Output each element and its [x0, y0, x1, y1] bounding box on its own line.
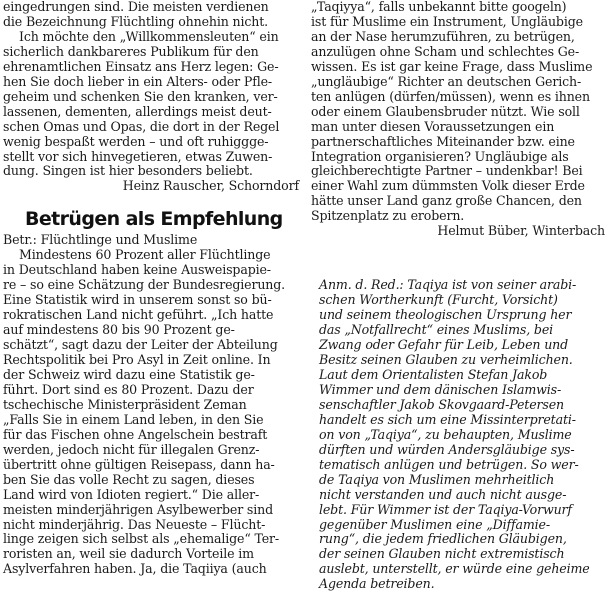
- text-line: ten anlügen (dürfen/müssen), wenn es ihnen: [311, 88, 590, 104]
- text-line: Besitz seinen Glauben zu verheimlichen.: [319, 352, 573, 368]
- text-line: Wimmer und dem dänischen Islamwis-: [319, 381, 562, 397]
- text-line: Ich möchte den „Willkommensleuten“ ein: [19, 28, 279, 44]
- text-line: oder einem Glaubensbruder nützt. Wie soll: [311, 103, 580, 119]
- text-line: lassenen, dementen, allerdings meist deut-: [3, 103, 272, 119]
- text-line: gegenüber Muslimen eine „Diffamie-: [319, 516, 550, 532]
- text-line: rung“, die jedem friedlichen Gläubigen,: [319, 531, 567, 547]
- text-line: Eine Statistik wird in unserem sonst so bü-: [3, 292, 272, 308]
- text-line: wissen. Es ist gar keine Frage, dass Muslime: [311, 58, 593, 74]
- text-line: werden, jedoch nicht für illegalen Grenz-: [3, 441, 260, 457]
- text-line: meisten minderjährigen Asylbewerber sind: [3, 501, 273, 517]
- letter-two-body: [3, 248, 299, 577]
- text-line: partnerschaftliches Miteinander bzw. eine: [311, 133, 575, 149]
- text-line: eingedrungen sind. Die meisten verdienen: [3, 0, 269, 14]
- text-line: dürften und würden Andersgläubige sys-: [319, 441, 575, 457]
- text-line: das „Notfallrecht“ eines Muslims, bei: [319, 322, 554, 338]
- text-line: de Taqiya von Muslimen mehrheitlich: [319, 471, 555, 487]
- text-line: geheim und schenken Sie den kranken, ver-: [3, 88, 278, 104]
- text-line: ist für Muslime ein Instrument, Ungläubige: [311, 13, 583, 29]
- text-line: der Schweiz wird dazu eine Statistik ge-: [3, 366, 255, 382]
- text-line: ehrenamtlichen Einsatz ans Herz legen: Ge-: [3, 58, 279, 74]
- text-line: rokratischen Land nicht geführt. „Ich hatte: [3, 307, 274, 323]
- text-line: re – so eine Schätzung der Bundesregierung.: [3, 277, 286, 293]
- text-line: Zwang oder Gefahr für Leib, Leben und: [319, 337, 569, 353]
- text-line: für das Fischen ohne Angelschein bestraft: [3, 426, 268, 442]
- text-line: Land wird von Idioten regiert.“ Die aller-: [3, 486, 260, 502]
- text-line: auslebt, unterstellt, er würde eine geheime: [319, 561, 590, 577]
- text-line: lebt. Für Wimmer ist der Taqiya-Vorwurf: [319, 501, 572, 517]
- text-line: die Bezeichnung Flüchtling ohnehin nicht.: [3, 13, 268, 29]
- letter-headline: Betrügen als Empfehlung: [25, 208, 283, 231]
- text-line: anzulügen ohne Scham und schlechtes Ge-: [311, 43, 580, 59]
- text-line: der seinen Glauben nicht extremistisch: [319, 546, 565, 562]
- text-line: linge zeigen sich selbst als „ehemalige“ Ter-: [3, 531, 280, 547]
- text-line: „Falls Sie in einem Land leben, in den Sie: [3, 411, 264, 427]
- text-line: schen Wortherkunft (Furcht, Vorsicht): [319, 292, 558, 308]
- text-line: schen Omas und Opas, die dort in der Regel: [3, 118, 280, 134]
- text-line: hätte unser Land ganz große Chancen, den: [311, 193, 582, 209]
- text-line: auf mindestens 80 bis 90 Prozent ge-: [3, 322, 235, 338]
- text-line: führt. Dort sind es 80 Prozent. Dazu der: [3, 381, 254, 397]
- text-line: in Deutschland haben keine Ausweispapie-: [3, 262, 271, 278]
- text-line: und seinem theologischen Ursprung her: [319, 307, 572, 323]
- text-line: Rechtspolitik bei Pro Asyl in Zeit online. In: [3, 352, 271, 368]
- text-line: senschaftler Jakob Skovgaard-Petersen: [319, 396, 564, 412]
- text-line: Anm. d. Red.: Taqiya ist von seiner arabi-: [319, 277, 577, 293]
- text-line: roristen an, weil sie dadurch Vorteile im: [3, 546, 254, 562]
- text-line: man unter diesen Voraussetzungen ein: [311, 118, 555, 134]
- text-line: nicht verstanden und auch nicht ausge-: [319, 486, 567, 502]
- text-line: nicht minderjährig. Das Neueste – Flücht-: [3, 516, 266, 532]
- text-line: hen Sie doch lieber in ein Alters- oder Pfle-: [3, 73, 273, 89]
- text-line: an der Nase herumzuführen, zu betrügen,: [311, 28, 575, 44]
- text-line: stellt vor sich hinvegetieren, etwas Zuwen-: [3, 148, 273, 164]
- text-line: übertritt ohne gültigen Reisepass, dann ha-: [3, 456, 275, 472]
- text-line: sicherlich dankbareres Publikum für den: [3, 43, 259, 59]
- letter-two-signature: Helmut Büber, Winterbach: [437, 223, 605, 239]
- text-line: „Taqiyya“, falls unbekannt bitte googeln): [311, 0, 567, 14]
- letter-one-signature: Heinz Rauscher, Schorndorf: [122, 178, 299, 194]
- text-line: Laut dem Orientalisten Stefan Jakob: [319, 366, 548, 382]
- text-line: on von „Taqiya“, zu behaupten, Muslime: [319, 426, 572, 442]
- letter-one-ending: [3, 0, 299, 30]
- text-line: tematisch anlügen und betrügen. So wer-: [319, 456, 579, 472]
- text-line: wenig bespaßt werden – und oft ruhiggge-: [3, 133, 269, 149]
- text-line: Integration organisieren? Ungläubige als: [311, 148, 569, 164]
- text-line: handelt es sich um eine Missinterpretati-: [319, 411, 576, 427]
- text-line: Spitzenplatz zu erobern.: [311, 208, 465, 224]
- text-line: Asylverfahren haben. Ja, die Taqiiya (auch: [3, 561, 267, 577]
- text-line: einer Wahl zum dümmsten Volk dieser Erde: [311, 178, 585, 194]
- left-column: [3, 0, 299, 577]
- editor-note: [311, 278, 605, 592]
- letter-two-continued: [311, 0, 605, 224]
- text-line: schätzt“, sagt dazu der Leiter der Abteilung: [3, 337, 278, 353]
- text-line: gleichberechtigte Partner – undenkbar! Bei: [311, 163, 583, 179]
- right-column: [311, 0, 605, 592]
- text-line: Agenda betreiben.: [319, 576, 435, 592]
- text-line: dung. Singen ist hier besonders beliebt.: [3, 163, 253, 179]
- letter-one-paragraph: [3, 30, 299, 180]
- text-line: „ungläubige“ Richter an deutschen Gerich-: [311, 73, 582, 89]
- letter-reference: Betr.: Flüchtlinge und Muslime: [3, 232, 198, 248]
- text-line: tschechische Ministerpräsident Zeman: [3, 396, 247, 412]
- text-line: Mindestens 60 Prozent aller Flüchtlinge: [19, 247, 271, 263]
- text-line: ben Sie das volle Recht zu sagen, dieses: [3, 471, 255, 487]
